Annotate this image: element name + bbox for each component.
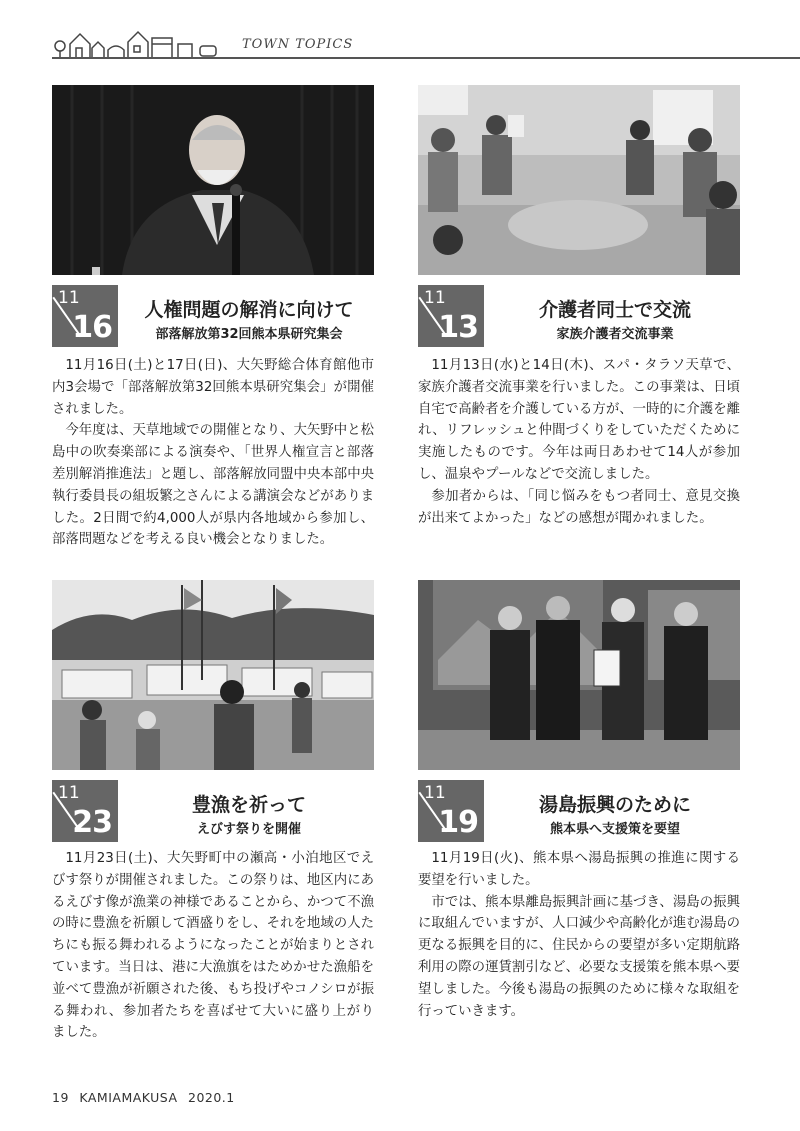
article-ebisu-festival [52, 580, 374, 1080]
badge-day: 16 [72, 310, 112, 345]
photo-caregivers-meeting [418, 85, 740, 275]
badge-month: 11 [424, 783, 446, 803]
article-subtitle: 熊本県へ支援策を要望 [549, 822, 680, 837]
article-body [418, 355, 740, 529]
article-title: 人権問題の解消に向けて [144, 299, 354, 321]
page-number: 19 [52, 1090, 69, 1105]
article-title: 湯島振興のために [538, 794, 691, 816]
paragraph: 11月19日(火)、熊本県へ湯島振興の推進に関する要望を行いました。 [418, 851, 740, 888]
page-footer [52, 1090, 241, 1105]
badge-day: 23 [72, 805, 112, 840]
date-badge [418, 780, 484, 842]
article-yushima-promotion [418, 580, 740, 1080]
article-title: 介護者同士で交流 [538, 299, 691, 321]
badge-day: 13 [438, 310, 478, 345]
paragraph: 11月13日(水)と14日(木)、スパ・タラソ天草で、家族介護者交流事業を行いました。この事業は、日頃自宅で高齢者を介護している方が、一時的に介護を離れ、リフレッシュと仲間づくりをしていただくために実施したものです。今年は両日あわせて14人が参加し、温泉やプールなどで交流しました。 [418, 358, 740, 482]
date-badge [52, 780, 118, 842]
paragraph: 11月16日(土)と17日(日)、大矢野総合体育館他市内3会場で「部落解放第32回熊本県研究集会」が開催されました。 [52, 358, 374, 417]
article-subtitle: えびす祭りを開催 [196, 822, 301, 837]
article-title: 豊漁を祈って [191, 794, 306, 816]
date-badge [52, 285, 118, 347]
article-subtitle: 家族介護者交流事業 [556, 327, 674, 342]
article-body [418, 848, 740, 1022]
photo-lecturer [52, 85, 374, 275]
issue-date: 2020.1 [188, 1090, 235, 1105]
paragraph: 市では、熊本県離島振興計画に基づき、湯島の振興に取組んでいますが、人口減少や高齢化が進む湯島の更なる振興を目的に、住民からの要望が多い定期航路利用の際の運賃割引など、必要な支援策を熊本県へ要望しました。今後も湯島の振興のために様々な取組を行っていきます。 [418, 894, 740, 1019]
header-title: TOWN TOPICS [242, 37, 354, 52]
header-rule [52, 57, 800, 59]
page-header [52, 28, 800, 60]
article-body [52, 355, 374, 551]
article-caregivers [418, 85, 740, 565]
badge-day: 19 [438, 805, 478, 840]
photo-petition-handover [418, 580, 740, 770]
article-subtitle: 部落解放第32回熊本県研究集会 [155, 327, 343, 342]
badge-month: 11 [58, 288, 80, 308]
paragraph: 参加者からは、「同じ悩みをもつ者同士、意見交換が出来てよかった」などの感想が聞かれました。 [418, 488, 740, 526]
paragraph: 今年度は、天草地域での開催となり、大矢野中と松島中の吹奏楽部による演奏や、「世界人権宣言と部落差別解消推進法」と題し、部落解放同盟中央本部中央執行委員長の組坂繁之さんによる講演会などがありました。2日間で約4,000人が県内各地域から参加し、部落問題などを考える良い機会となりました。 [52, 423, 374, 548]
date-badge [418, 285, 484, 347]
photo-harbor-festival [52, 580, 374, 770]
badge-month: 11 [424, 288, 446, 308]
paragraph: 11月23日(土)、大矢野町中の瀬高・小泊地区でえびす祭りが開催されました。この祭りは、地区内にあるえびす像が漁業の神様であることから、かつて不漁の時に豊漁を祈願して酒盛りをし、それを地域の人たちにも振る舞われるようになったことが始まりとされています。当日は、港に大漁旗をはためかせた漁船を並べて豊漁が祈願された後、もち投げやコノシロが振る舞われ、参加者たちを喜ばせて大いに盛り上がりました。 [52, 851, 374, 1041]
badge-month: 11 [58, 783, 80, 803]
article-human-rights [52, 85, 374, 565]
article-body [52, 848, 374, 1044]
publication-name: KAMIAMAKUSA [79, 1090, 178, 1105]
town-skyline-icon [52, 28, 232, 60]
